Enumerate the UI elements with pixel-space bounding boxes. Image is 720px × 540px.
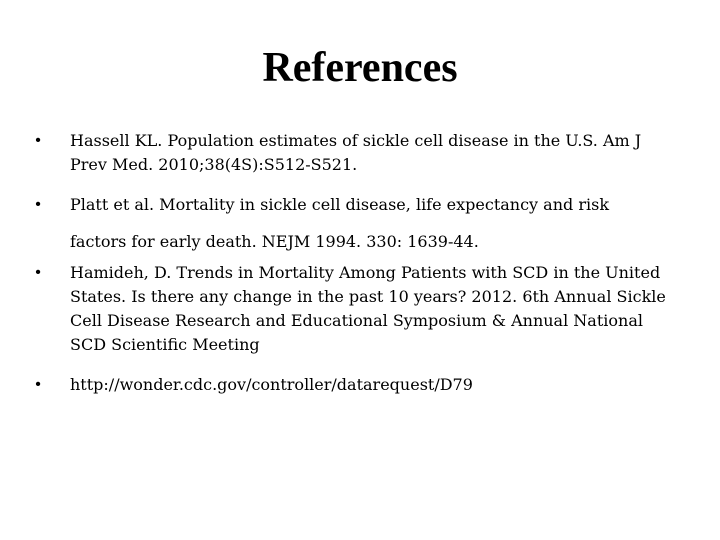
reference-text: Platt et al. Mortality in sickle cell disease, life expectancy and risk bbox=[70, 195, 610, 214]
bullet-icon: • bbox=[35, 376, 41, 393]
reference-item-platt bbox=[35, 193, 680, 254]
slide-title: References bbox=[262, 45, 458, 91]
reference-text-continuation: factors for early death. NEJM 1994. 330: 1639-44. bbox=[70, 232, 479, 251]
reference-item-cdc-wonder bbox=[35, 373, 680, 397]
reference-item-hassell bbox=[35, 129, 680, 177]
bullet-icon: • bbox=[35, 132, 41, 149]
reference-text: Hassell KL. Population estimates of sickle cell disease in the U.S. Am J Prev Med. 2010;38(4S):S512-S521. bbox=[70, 131, 642, 174]
bullet-icon: • bbox=[35, 196, 41, 213]
reference-text: Hamideh, D. Trends in Mortality Among Patients with SCD in the United States. Is there any change in the past 10 years? 2012. 6th Annual Sickle Cell Disease Research and Educational Symposium & Annual National SCD Scientific Meeting bbox=[70, 263, 666, 354]
reference-link-text: http://wonder.cdc.gov/controller/datarequest/D79 bbox=[70, 375, 473, 394]
bullet-icon: • bbox=[35, 264, 41, 281]
reference-item-hamideh bbox=[35, 261, 680, 357]
